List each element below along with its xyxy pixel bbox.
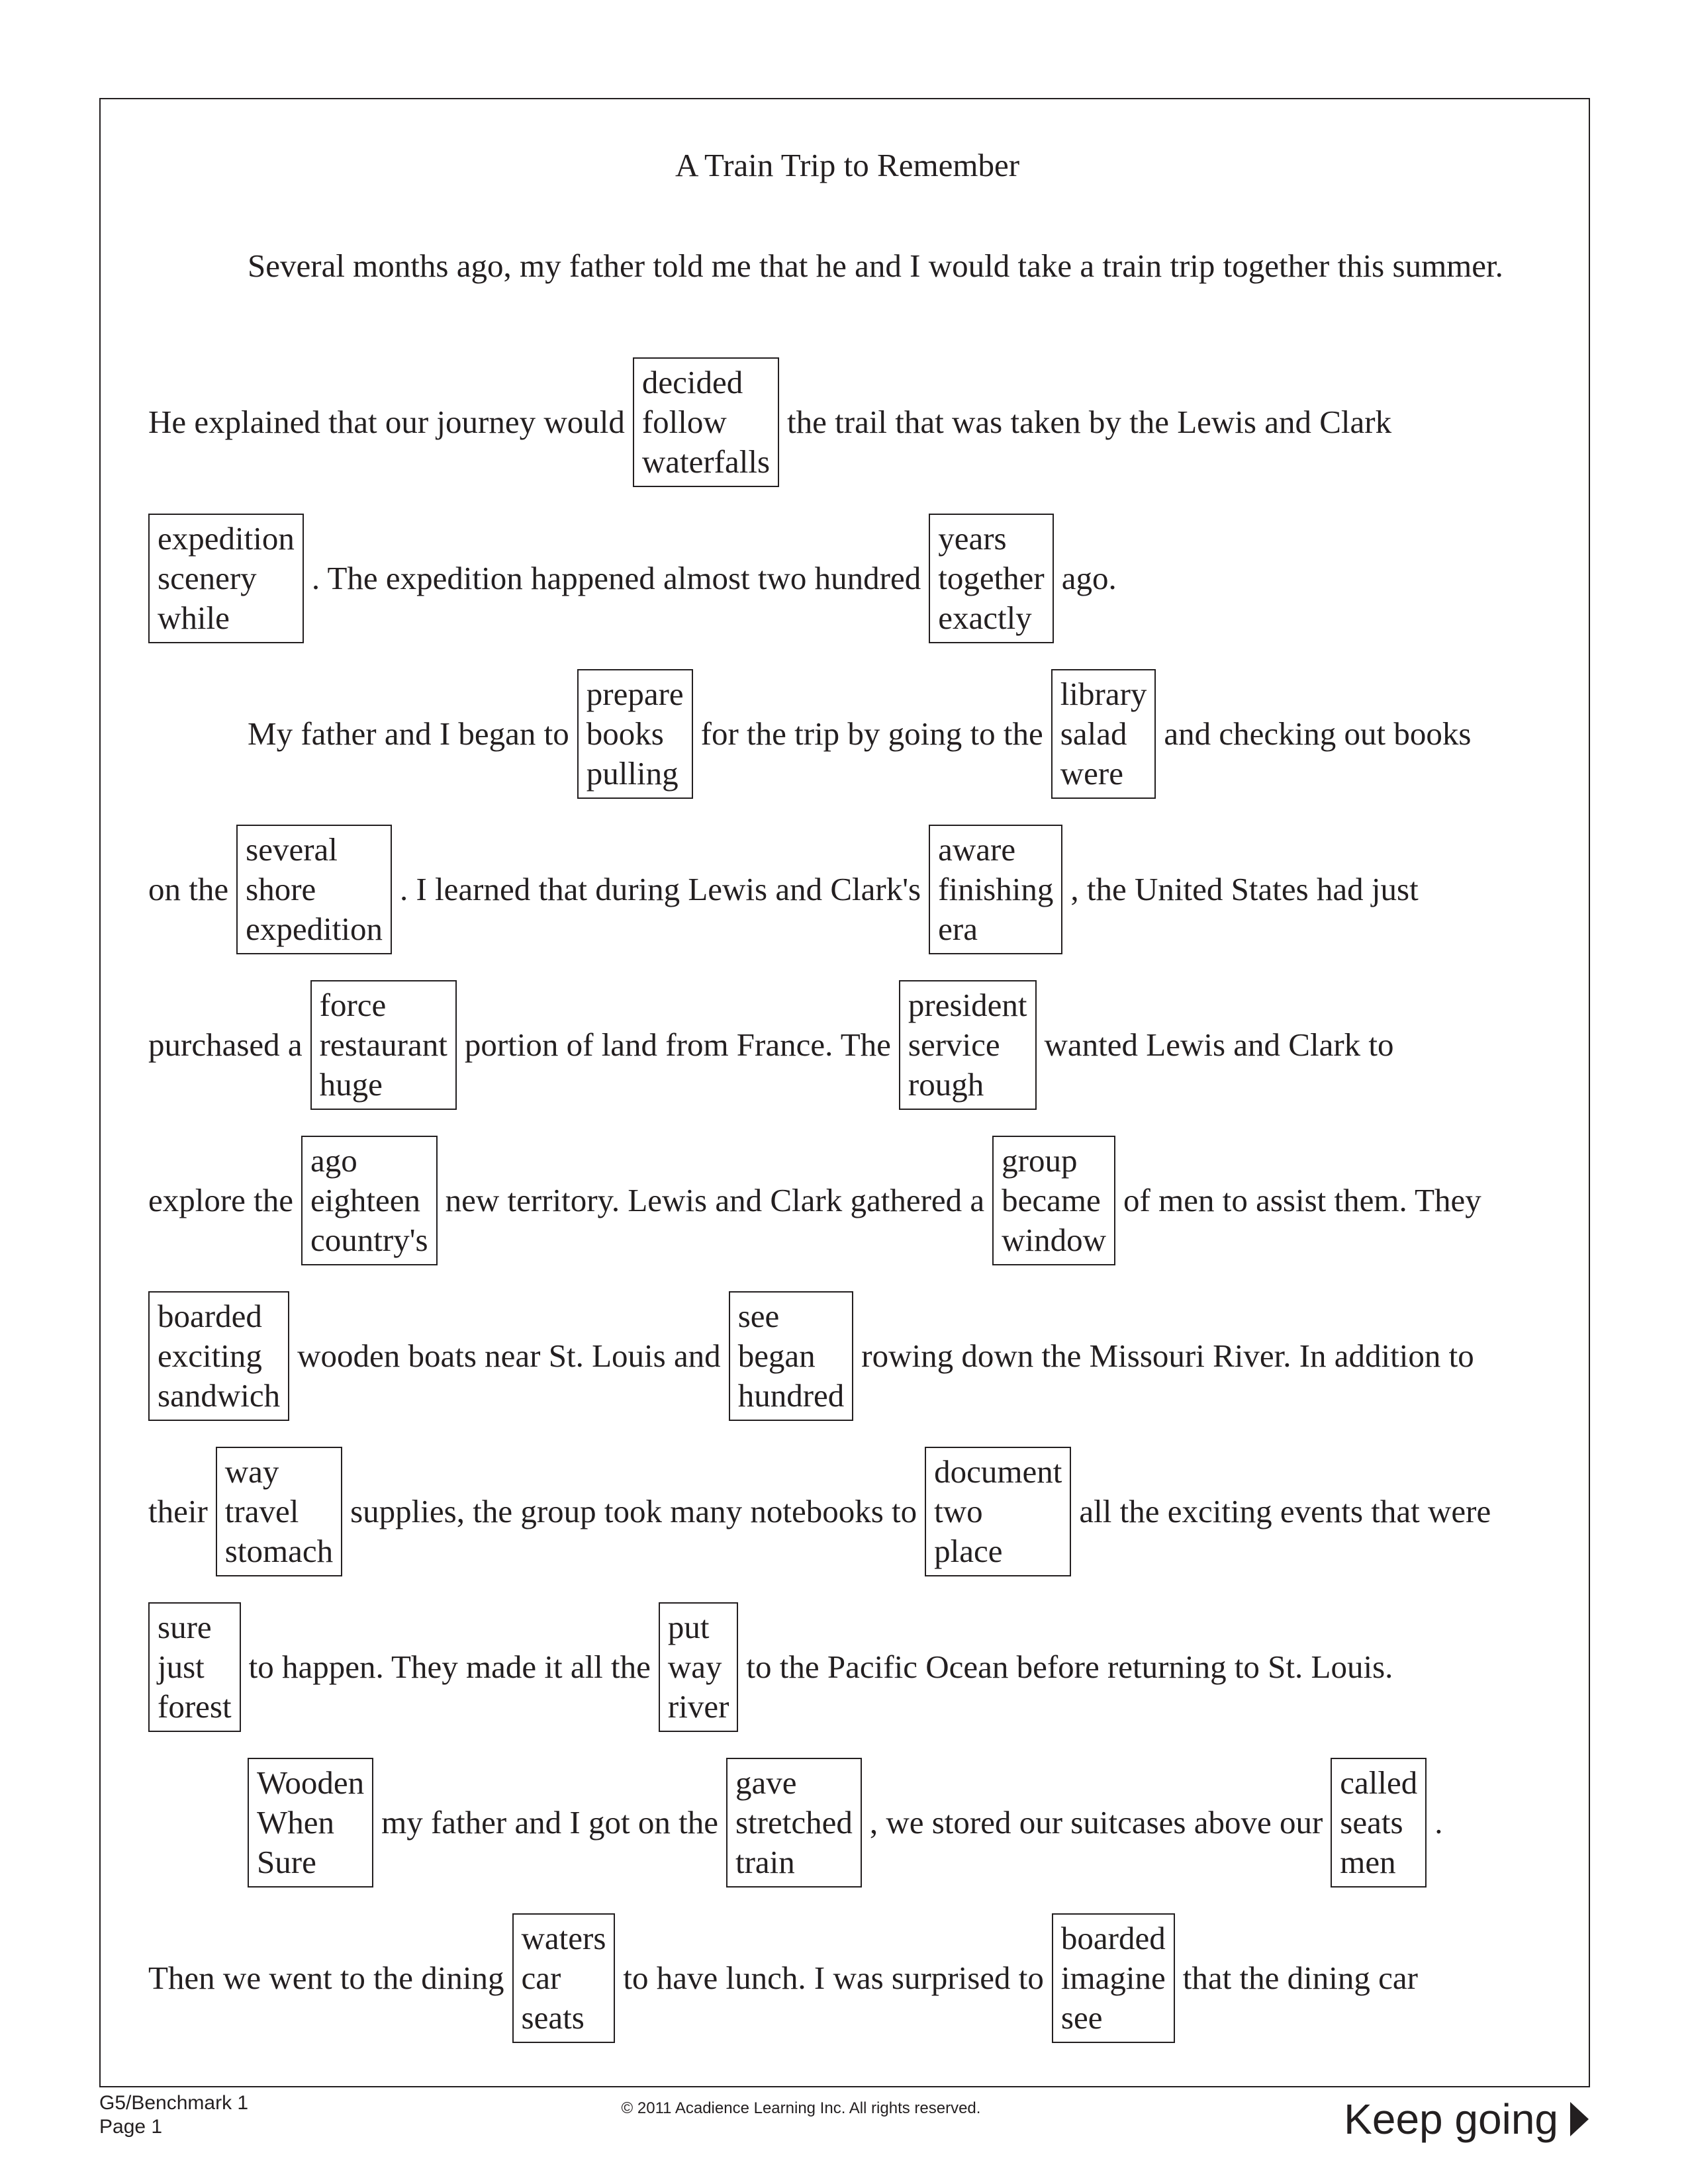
maze-choice-box[interactable] — [577, 669, 693, 799]
choice-option[interactable]: see — [737, 1298, 780, 1334]
passage-text: on the — [148, 871, 229, 907]
maze-choice-box[interactable] — [216, 1447, 342, 1576]
choice-option[interactable]: while — [158, 600, 230, 636]
choice-option[interactable]: huge — [319, 1066, 383, 1103]
choice-option[interactable]: rough — [908, 1066, 984, 1103]
maze-choice-box[interactable] — [925, 1447, 1071, 1576]
choice-option[interactable]: were — [1060, 755, 1123, 792]
story-line — [148, 1602, 1393, 1732]
choice-option[interactable]: books — [586, 715, 664, 752]
keep-going-label: Keep going — [1344, 2095, 1558, 2143]
choice-option[interactable]: shore — [246, 871, 316, 907]
choice-option[interactable]: men — [1340, 1844, 1396, 1880]
choice-option[interactable]: era — [938, 911, 978, 947]
choice-option[interactable]: exactly — [938, 600, 1032, 636]
choice-option[interactable]: way — [667, 1649, 722, 1685]
intro-paragraph — [248, 246, 1503, 286]
choice-option[interactable]: force — [319, 987, 387, 1023]
choice-option[interactable]: began — [737, 1338, 816, 1374]
maze-choice-box[interactable] — [1052, 1913, 1175, 2043]
passage-text: , the United States had just — [1070, 871, 1419, 907]
copyright-notice: © 2011 Acadience Learning Inc. All rights reserved. — [621, 2099, 981, 2117]
choice-option[interactable]: country's — [310, 1222, 428, 1258]
maze-choice-box[interactable] — [1051, 669, 1156, 799]
choice-option[interactable]: became — [1002, 1182, 1101, 1218]
choice-option[interactable]: follow — [641, 404, 727, 440]
choice-option[interactable]: forest — [158, 1688, 232, 1725]
passage-text: all the exciting events that were — [1079, 1493, 1491, 1529]
maze-choice-box[interactable] — [248, 1758, 373, 1888]
passage-text: new territory. Lewis and Clark gathered a — [445, 1182, 985, 1218]
maze-choice-box[interactable] — [659, 1602, 739, 1732]
passage-text: their — [148, 1493, 208, 1529]
choice-option[interactable]: library — [1060, 676, 1147, 712]
passage-text: Then we went to the dining — [148, 1960, 504, 1996]
passage-text: He explained that our journey would — [148, 404, 625, 440]
passage-text: . I learned that during Lewis and Clark's — [399, 871, 921, 907]
maze-choice-box[interactable] — [148, 1291, 289, 1421]
choice-option[interactable]: eighteen — [310, 1182, 421, 1218]
choice-option[interactable]: together — [938, 560, 1045, 596]
passage-text: that the dining car — [1182, 1960, 1418, 1996]
story-line — [148, 825, 1419, 954]
choice-option[interactable]: gave — [735, 1764, 797, 1801]
choice-option[interactable]: document — [934, 1453, 1062, 1490]
story-line — [148, 1291, 1474, 1421]
choice-option[interactable]: river — [667, 1688, 729, 1725]
choice-option[interactable]: decided — [641, 364, 743, 400]
intro-text: Several months ago, my father told me that he and I would take a train trip together this summer. — [248, 248, 1503, 284]
maze-choice-box[interactable] — [633, 357, 779, 487]
choice-option[interactable]: two — [934, 1493, 983, 1529]
choice-option[interactable]: seats — [1340, 1804, 1403, 1841]
passage-text: explore the — [148, 1182, 294, 1218]
passage-text: purchased a — [148, 1026, 303, 1063]
passage-text: wanted Lewis and Clark to — [1044, 1026, 1394, 1063]
story-line — [148, 514, 1117, 643]
maze-choice-box[interactable] — [301, 1136, 438, 1265]
choice-option[interactable]: salad — [1060, 715, 1127, 752]
passage-text: to have lunch. I was surprised to — [623, 1960, 1044, 1996]
choice-option[interactable]: sandwich — [158, 1377, 281, 1414]
choice-option[interactable]: car — [521, 1960, 561, 1996]
passage-text: for the trip by going to the — [700, 715, 1043, 752]
choice-option[interactable]: place — [934, 1533, 1003, 1569]
choice-option[interactable]: restaurant — [319, 1026, 447, 1063]
story-line — [248, 669, 1471, 799]
maze-choice-box[interactable] — [512, 1913, 616, 2043]
story-line — [148, 1913, 1418, 2043]
choice-option[interactable]: Sure — [257, 1844, 316, 1880]
story-line — [148, 980, 1394, 1110]
choice-option[interactable]: president — [908, 987, 1027, 1023]
maze-choice-box[interactable] — [236, 825, 392, 954]
choice-option[interactable]: years — [938, 520, 1007, 557]
choice-option[interactable]: boarded — [158, 1298, 262, 1334]
page-number: Page 1 — [99, 2116, 163, 2138]
passage-text: supplies, the group took many notebooks to — [350, 1493, 917, 1529]
choice-option[interactable]: When — [257, 1804, 334, 1841]
maze-choice-box[interactable] — [1331, 1758, 1427, 1888]
choice-option[interactable]: see — [1060, 1999, 1103, 2036]
choice-option[interactable]: window — [1002, 1222, 1107, 1258]
choice-option[interactable]: prepare — [586, 676, 684, 712]
passage-text: ago. — [1061, 560, 1117, 596]
choice-option[interactable]: just — [158, 1649, 205, 1685]
choice-option[interactable]: Wooden — [257, 1764, 365, 1801]
passage-text: and checking out books — [1164, 715, 1472, 752]
maze-choice-box[interactable] — [726, 1758, 862, 1888]
choice-option[interactable]: scenery — [158, 560, 257, 596]
choice-option[interactable]: expedition — [246, 911, 383, 947]
passage-text: , we stored our suitcases above our — [869, 1804, 1323, 1841]
choice-option[interactable]: imagine — [1060, 1960, 1166, 1996]
passage-text: rowing down the Missouri River. In addition to — [861, 1338, 1474, 1374]
choice-option[interactable]: waterfalls — [641, 443, 771, 480]
choice-option[interactable]: hundred — [737, 1377, 845, 1414]
choice-option[interactable]: put — [667, 1609, 710, 1645]
choice-option[interactable]: waters — [521, 1920, 606, 1956]
choice-option[interactable]: stomach — [224, 1533, 334, 1569]
choice-option[interactable]: boarded — [1060, 1920, 1166, 1956]
maze-choice-box[interactable] — [929, 825, 1062, 954]
story-line — [148, 1136, 1481, 1265]
maze-choice-box[interactable] — [929, 514, 1054, 643]
maze-choice-box[interactable] — [899, 980, 1037, 1110]
story-line — [248, 1758, 1443, 1888]
benchmark-label: G5/Benchmark 1 — [99, 2092, 249, 2114]
choice-option[interactable]: several — [246, 831, 338, 868]
choice-option[interactable]: ago — [310, 1142, 357, 1179]
choice-option[interactable]: expedition — [158, 520, 295, 557]
choice-option[interactable]: exciting — [158, 1338, 262, 1374]
choice-option[interactable]: train — [735, 1844, 795, 1880]
choice-option[interactable]: way — [224, 1453, 279, 1490]
passage-text: of men to assist them. They — [1123, 1182, 1481, 1218]
story-line — [148, 1447, 1491, 1576]
maze-choice-box[interactable] — [729, 1291, 854, 1421]
maze-choice-box[interactable] — [310, 980, 457, 1110]
choice-option[interactable]: seats — [521, 1999, 585, 2036]
passage-text: My father and I began to — [248, 715, 569, 752]
choice-option[interactable]: pulling — [586, 755, 679, 792]
choice-option[interactable]: aware — [938, 831, 1016, 868]
maze-choice-box[interactable] — [148, 514, 304, 643]
passage-text: portion of land from France. The — [464, 1026, 891, 1063]
passage-text: wooden boats near St. Louis and — [297, 1338, 721, 1374]
maze-choice-box[interactable] — [992, 1136, 1115, 1265]
story-line — [148, 357, 1391, 487]
choice-option[interactable]: stretched — [735, 1804, 853, 1841]
keep-going-button[interactable] — [1344, 2093, 1589, 2146]
passage-text: . — [1434, 1804, 1443, 1841]
maze-choice-box[interactable] — [148, 1602, 241, 1732]
passage-text: to the Pacific Ocean before returning to St. Louis. — [746, 1649, 1393, 1685]
story-title: A Train Trip to Remember — [675, 147, 1020, 183]
choice-option[interactable]: finishing — [938, 871, 1054, 907]
choice-option[interactable]: group — [1002, 1142, 1078, 1179]
choice-option[interactable]: called — [1340, 1764, 1418, 1801]
passage-text: to happen. They made it all the — [248, 1649, 651, 1685]
passage-text: . The expedition happened almost two hundred — [311, 560, 921, 596]
passage-text: the trail that was taken by the Lewis and Clark — [787, 404, 1392, 440]
arrow-right-icon — [1570, 2102, 1589, 2136]
choice-option[interactable]: travel — [224, 1493, 299, 1529]
choice-option[interactable]: sure — [158, 1609, 212, 1645]
choice-option[interactable]: service — [908, 1026, 1000, 1063]
passage-text: my father and I got on the — [381, 1804, 718, 1841]
